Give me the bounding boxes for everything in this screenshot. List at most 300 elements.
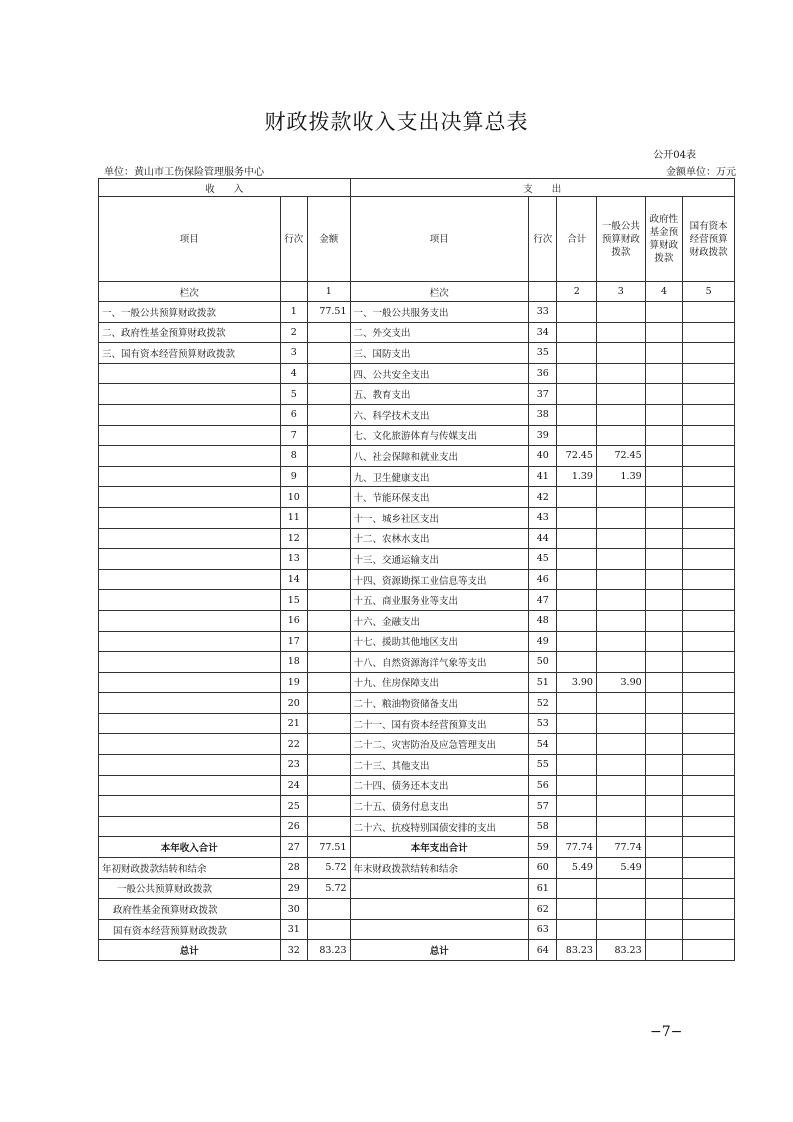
income-item-cell: 一、一般公共预算财政拨款	[99, 302, 281, 323]
income-amount-cell	[307, 343, 350, 364]
income-section-header: 收 入	[99, 179, 351, 197]
expense-row-no-cell: 62	[529, 899, 557, 920]
income-item-cell	[99, 713, 281, 734]
expense-row-no-cell: 51	[529, 672, 557, 693]
table-row	[99, 672, 735, 693]
col-number-2: 2	[557, 282, 597, 302]
income-row-no-cell: 19	[280, 672, 307, 693]
expense-item-cell: 本年支出合计	[350, 837, 529, 858]
general-budget-cell	[596, 899, 645, 920]
total-cell	[557, 899, 597, 920]
income-item-cell	[99, 384, 281, 405]
table-row	[99, 322, 735, 343]
form-number: 公开04表	[653, 150, 696, 161]
income-amount-cell	[307, 446, 350, 467]
income-row-no-cell: 26	[280, 816, 307, 837]
total-cell	[557, 652, 597, 673]
col-number-5: 5	[683, 282, 735, 302]
expense-row-no-cell: 39	[529, 425, 557, 446]
expense-item-cell: 十六、金融支出	[350, 610, 529, 631]
income-amount-cell	[307, 631, 350, 652]
state-capital-cell	[683, 528, 735, 549]
state-capital-cell	[683, 549, 735, 570]
gov-fund-cell	[645, 796, 683, 817]
expense-row-no-cell: 44	[529, 528, 557, 549]
expense-row-no-cell: 64	[529, 940, 557, 961]
expense-row-no-cell: 47	[529, 590, 557, 611]
total-cell: 3.90	[557, 672, 597, 693]
income-item-cell	[99, 590, 281, 611]
income-row-no-header: 行次	[280, 197, 307, 282]
col-number-1: 1	[307, 282, 350, 302]
gov-fund-cell	[645, 507, 683, 528]
income-row-no-cell: 5	[280, 384, 307, 405]
income-row-no-cell: 17	[280, 631, 307, 652]
income-item-cell: 本年收入合计	[99, 837, 281, 858]
table-row	[99, 631, 735, 652]
state-capital-cell	[683, 858, 735, 879]
expense-item-cell: 十五、商业服务业等支出	[350, 590, 529, 611]
gov-fund-cell	[645, 858, 683, 879]
total-cell	[557, 507, 597, 528]
state-capital-cell	[683, 940, 735, 961]
expense-item-cell: 四、公共安全支出	[350, 363, 529, 384]
col-label: 栏次	[99, 282, 281, 302]
income-row-no-cell: 14	[280, 569, 307, 590]
total-cell: 72.45	[557, 446, 597, 467]
income-amount-cell	[307, 466, 350, 487]
total-cell	[557, 425, 597, 446]
income-row-no-cell: 18	[280, 652, 307, 673]
expense-row-no-cell: 42	[529, 487, 557, 508]
expense-row-no-cell: 52	[529, 693, 557, 714]
total-cell: 77.74	[557, 837, 597, 858]
state-capital-cell	[683, 507, 735, 528]
expense-item-cell	[350, 899, 529, 920]
income-item-header: 项目	[99, 197, 281, 282]
income-amount-cell: 83.23	[307, 940, 350, 961]
expense-row-no-cell: 33	[529, 302, 557, 323]
general-budget-cell	[596, 693, 645, 714]
expense-item-cell: 十七、援助其他地区支出	[350, 631, 529, 652]
income-item-cell	[99, 425, 281, 446]
expense-item-cell	[350, 919, 529, 940]
expense-row-no-cell: 60	[529, 858, 557, 879]
table-row	[99, 693, 735, 714]
income-row-no-cell: 21	[280, 713, 307, 734]
table-row	[99, 549, 735, 570]
expense-row-no-cell: 59	[529, 837, 557, 858]
table-row	[99, 384, 735, 405]
expense-row-no-header: 行次	[529, 197, 557, 282]
total-cell	[557, 878, 597, 899]
gov-fund-cell	[645, 940, 683, 961]
general-budget-header: 一般公共预算财政拨款	[596, 197, 645, 282]
general-budget-cell	[596, 878, 645, 899]
table-row	[99, 302, 735, 323]
table-row	[99, 713, 735, 734]
expense-row-no-cell: 41	[529, 466, 557, 487]
total-cell	[557, 569, 597, 590]
expense-row-no-cell: 57	[529, 796, 557, 817]
state-capital-cell	[683, 878, 735, 899]
expense-item-cell: 三、国防支出	[350, 343, 529, 364]
gov-fund-cell	[645, 652, 683, 673]
table-row	[99, 528, 735, 549]
income-amount-cell	[307, 507, 350, 528]
general-budget-cell: 5.49	[596, 858, 645, 879]
table-row	[99, 775, 735, 796]
income-row-no-cell: 11	[280, 507, 307, 528]
gov-fund-cell	[645, 590, 683, 611]
carryover-row	[99, 878, 735, 899]
income-item-cell: 二、政府性基金预算财政拨款	[99, 322, 281, 343]
income-amount-cell	[307, 590, 350, 611]
income-amount-cell	[307, 384, 350, 405]
income-row-no-cell: 20	[280, 693, 307, 714]
state-capital-cell	[683, 816, 735, 837]
expense-item-cell: 七、文化旅游体育与传媒支出	[350, 425, 529, 446]
income-row-no-cell: 27	[280, 837, 307, 858]
gov-fund-cell	[645, 404, 683, 425]
table-row	[99, 507, 735, 528]
income-item-cell	[99, 755, 281, 776]
gov-fund-header: 政府性基金预算财政拨款	[645, 197, 683, 282]
general-budget-cell	[596, 796, 645, 817]
expense-item-cell: 二十三、其他支出	[350, 755, 529, 776]
state-capital-cell	[683, 363, 735, 384]
state-capital-cell	[683, 693, 735, 714]
general-budget-cell	[596, 549, 645, 570]
table-row	[99, 755, 735, 776]
income-amount-cell	[307, 404, 350, 425]
state-capital-cell	[683, 713, 735, 734]
income-row-no-cell: 25	[280, 796, 307, 817]
income-row-no-cell: 7	[280, 425, 307, 446]
expense-item-cell: 六、科学技术支出	[350, 404, 529, 425]
expense-row-no-cell: 37	[529, 384, 557, 405]
income-amount-cell	[307, 652, 350, 673]
income-amount-cell	[307, 734, 350, 755]
gov-fund-cell	[645, 549, 683, 570]
total-cell	[557, 343, 597, 364]
income-row-no-cell: 31	[280, 919, 307, 940]
general-budget-cell	[596, 734, 645, 755]
income-amount-cell	[307, 816, 350, 837]
table-row	[99, 343, 735, 364]
state-capital-cell	[683, 590, 735, 611]
income-item-cell	[99, 734, 281, 755]
state-capital-cell	[683, 899, 735, 920]
income-amount-cell	[307, 755, 350, 776]
expense-row-no-cell: 43	[529, 507, 557, 528]
header-row-column-numbers	[99, 282, 735, 302]
income-item-cell	[99, 507, 281, 528]
gov-fund-cell	[645, 734, 683, 755]
income-item-cell	[99, 672, 281, 693]
total-cell	[557, 755, 597, 776]
expense-item-cell: 二十一、国有资本经营预算支出	[350, 713, 529, 734]
general-budget-cell	[596, 322, 645, 343]
income-amount-cell	[307, 487, 350, 508]
expense-row-no-cell: 46	[529, 569, 557, 590]
expense-item-cell: 二十、粮油物资储备支出	[350, 693, 529, 714]
income-item-cell	[99, 816, 281, 837]
subtotal-row	[99, 837, 735, 858]
carryover-row	[99, 858, 735, 879]
state-capital-cell	[683, 322, 735, 343]
expense-item-cell: 十二、农林水支出	[350, 528, 529, 549]
expense-item-cell: 十四、资源勘探工业信息等支出	[350, 569, 529, 590]
income-item-cell	[99, 631, 281, 652]
income-item-cell: 总计	[99, 940, 281, 961]
income-item-cell	[99, 466, 281, 487]
total-cell	[557, 384, 597, 405]
carryover-row	[99, 919, 735, 940]
state-capital-cell	[683, 755, 735, 776]
income-amount-cell	[307, 899, 350, 920]
expense-item-cell: 十九、住房保障支出	[350, 672, 529, 693]
income-amount-cell	[307, 425, 350, 446]
table-row	[99, 590, 735, 611]
income-row-no-cell: 30	[280, 899, 307, 920]
general-budget-cell	[596, 384, 645, 405]
state-capital-cell	[683, 569, 735, 590]
expense-item-cell	[350, 878, 529, 899]
gov-fund-cell	[645, 631, 683, 652]
income-item-cell: 国有资本经营预算财政拨款	[99, 919, 281, 940]
col-number-3: 3	[596, 282, 645, 302]
income-amount-cell: 5.72	[307, 858, 350, 879]
income-row-no-cell: 1	[280, 302, 307, 323]
expense-row-no-cell: 56	[529, 775, 557, 796]
header-row-columns	[99, 197, 735, 282]
income-amount-cell	[307, 713, 350, 734]
expense-item-cell: 十、节能环保支出	[350, 487, 529, 508]
grand-total-row	[99, 940, 735, 961]
expense-section-header: 支 出	[350, 179, 734, 197]
general-budget-cell	[596, 487, 645, 508]
total-cell	[557, 528, 597, 549]
organization-unit: 单位：黄山市工伤保险管理服务中心	[104, 167, 264, 178]
expense-row-no-cell: 48	[529, 610, 557, 631]
income-row-no-cell: 3	[280, 343, 307, 364]
total-cell	[557, 404, 597, 425]
state-capital-cell	[683, 302, 735, 323]
state-capital-cell	[683, 384, 735, 405]
state-capital-cell	[683, 775, 735, 796]
state-capital-cell	[683, 734, 735, 755]
state-capital-cell	[683, 487, 735, 508]
table-row	[99, 404, 735, 425]
expense-row-no-cell: 53	[529, 713, 557, 734]
state-capital-cell	[683, 404, 735, 425]
expense-row-no-cell: 36	[529, 363, 557, 384]
total-cell: 1.39	[557, 466, 597, 487]
income-amount-cell	[307, 363, 350, 384]
expense-item-cell: 年末财政拨款结转和结余	[350, 858, 529, 879]
expense-item-cell: 十一、城乡社区支出	[350, 507, 529, 528]
income-amount-cell: 77.51	[307, 302, 350, 323]
page-title: 财政拨款收入支出决算总表	[264, 110, 529, 134]
state-capital-cell	[683, 610, 735, 631]
total-cell	[557, 919, 597, 940]
general-budget-cell: 1.39	[596, 466, 645, 487]
income-amount-cell	[307, 528, 350, 549]
total-cell: 5.49	[557, 858, 597, 879]
income-row-no-cell: 10	[280, 487, 307, 508]
table-row	[99, 363, 735, 384]
total-cell	[557, 363, 597, 384]
general-budget-cell	[596, 425, 645, 446]
income-item-cell	[99, 693, 281, 714]
gov-fund-cell	[645, 363, 683, 384]
income-row-no-cell: 2	[280, 322, 307, 343]
general-budget-cell	[596, 755, 645, 776]
expense-row-no-cell: 38	[529, 404, 557, 425]
gov-fund-cell	[645, 878, 683, 899]
income-item-cell	[99, 528, 281, 549]
gov-fund-cell	[645, 466, 683, 487]
gov-fund-cell	[645, 713, 683, 734]
expense-row-no-cell: 58	[529, 816, 557, 837]
gov-fund-cell	[645, 919, 683, 940]
income-item-cell	[99, 404, 281, 425]
income-item-cell	[99, 363, 281, 384]
total-cell	[557, 302, 597, 323]
expense-row-no-cell: 54	[529, 734, 557, 755]
gov-fund-cell	[645, 446, 683, 467]
state-capital-cell	[683, 425, 735, 446]
table-row	[99, 734, 735, 755]
state-capital-cell	[683, 343, 735, 364]
income-row-no-cell: 23	[280, 755, 307, 776]
income-row-no-cell: 12	[280, 528, 307, 549]
general-budget-cell	[596, 569, 645, 590]
income-amount-cell	[307, 549, 350, 570]
total-cell	[557, 693, 597, 714]
general-budget-cell: 83.23	[596, 940, 645, 961]
expense-item-cell: 一、一般公共服务支出	[350, 302, 529, 323]
gov-fund-cell	[645, 384, 683, 405]
income-item-cell	[99, 549, 281, 570]
income-row-no-cell: 22	[280, 734, 307, 755]
income-amount-header: 金额	[307, 197, 350, 282]
gov-fund-cell	[645, 899, 683, 920]
general-budget-cell	[596, 631, 645, 652]
expense-item-cell: 二十六、抗疫特别国债安排的支出	[350, 816, 529, 837]
expense-row-no-cell: 35	[529, 343, 557, 364]
state-capital-cell	[683, 919, 735, 940]
state-capital-cell	[683, 466, 735, 487]
expense-row-no-cell: 55	[529, 755, 557, 776]
income-row-no-cell: 8	[280, 446, 307, 467]
expense-item-header: 项目	[350, 197, 529, 282]
income-row-no-cell: 28	[280, 858, 307, 879]
expense-row-no-cell: 45	[529, 549, 557, 570]
expense-item-cell: 总计	[350, 940, 529, 961]
income-item-cell	[99, 775, 281, 796]
expense-item-cell: 五、教育支出	[350, 384, 529, 405]
total-cell	[557, 322, 597, 343]
gov-fund-cell	[645, 322, 683, 343]
page-number: −7−	[650, 1024, 683, 1040]
state-capital-cell	[683, 837, 735, 858]
total-cell	[557, 590, 597, 611]
income-amount-cell	[307, 569, 350, 590]
total-cell	[557, 610, 597, 631]
gov-fund-cell	[645, 302, 683, 323]
income-amount-cell: 5.72	[307, 878, 350, 899]
income-item-cell: 政府性基金预算财政拨款	[99, 899, 281, 920]
table-row	[99, 569, 735, 590]
expense-row-no-cell: 40	[529, 446, 557, 467]
table-row	[99, 446, 735, 467]
total-cell	[557, 487, 597, 508]
general-budget-cell	[596, 528, 645, 549]
state-capital-header: 国有资本经营预算财政拨款	[683, 197, 735, 282]
gov-fund-cell	[645, 693, 683, 714]
income-item-cell	[99, 487, 281, 508]
col-label: 栏次	[350, 282, 529, 302]
general-budget-cell	[596, 652, 645, 673]
table-row	[99, 466, 735, 487]
income-row-no-cell: 13	[280, 549, 307, 570]
header-row-sections	[99, 179, 735, 197]
income-row-no-cell: 32	[280, 940, 307, 961]
income-row-no-cell: 16	[280, 610, 307, 631]
expense-row-no-cell: 61	[529, 878, 557, 899]
total-cell	[557, 713, 597, 734]
income-item-cell	[99, 796, 281, 817]
expense-item-cell: 十三、交通运输支出	[350, 549, 529, 570]
income-row-no-cell: 29	[280, 878, 307, 899]
income-amount-cell	[307, 796, 350, 817]
income-amount-cell: 77.51	[307, 837, 350, 858]
income-amount-cell	[307, 919, 350, 940]
general-budget-cell	[596, 404, 645, 425]
income-item-cell: 一般公共预算财政拨款	[99, 878, 281, 899]
state-capital-cell	[683, 672, 735, 693]
expense-item-cell: 二十五、债务付息支出	[350, 796, 529, 817]
total-header: 合计	[557, 197, 597, 282]
income-amount-cell	[307, 672, 350, 693]
income-item-cell	[99, 569, 281, 590]
general-budget-cell	[596, 590, 645, 611]
gov-fund-cell	[645, 816, 683, 837]
general-budget-cell	[596, 343, 645, 364]
expense-item-cell: 八、社会保障和就业支出	[350, 446, 529, 467]
income-amount-cell	[307, 775, 350, 796]
expense-item-cell: 二十二、灾害防治及应急管理支出	[350, 734, 529, 755]
income-row-no-cell: 24	[280, 775, 307, 796]
gov-fund-cell	[645, 343, 683, 364]
col-number-4: 4	[645, 282, 683, 302]
general-budget-cell	[596, 363, 645, 384]
general-budget-cell: 77.74	[596, 837, 645, 858]
gov-fund-cell	[645, 672, 683, 693]
income-amount-cell	[307, 322, 350, 343]
gov-fund-cell	[645, 487, 683, 508]
gov-fund-cell	[645, 837, 683, 858]
income-row-no-cell: 4	[280, 363, 307, 384]
state-capital-cell	[683, 631, 735, 652]
total-cell	[557, 796, 597, 817]
state-capital-cell	[683, 446, 735, 467]
gov-fund-cell	[645, 425, 683, 446]
table-row	[99, 796, 735, 817]
expense-item-cell: 九、卫生健康支出	[350, 466, 529, 487]
